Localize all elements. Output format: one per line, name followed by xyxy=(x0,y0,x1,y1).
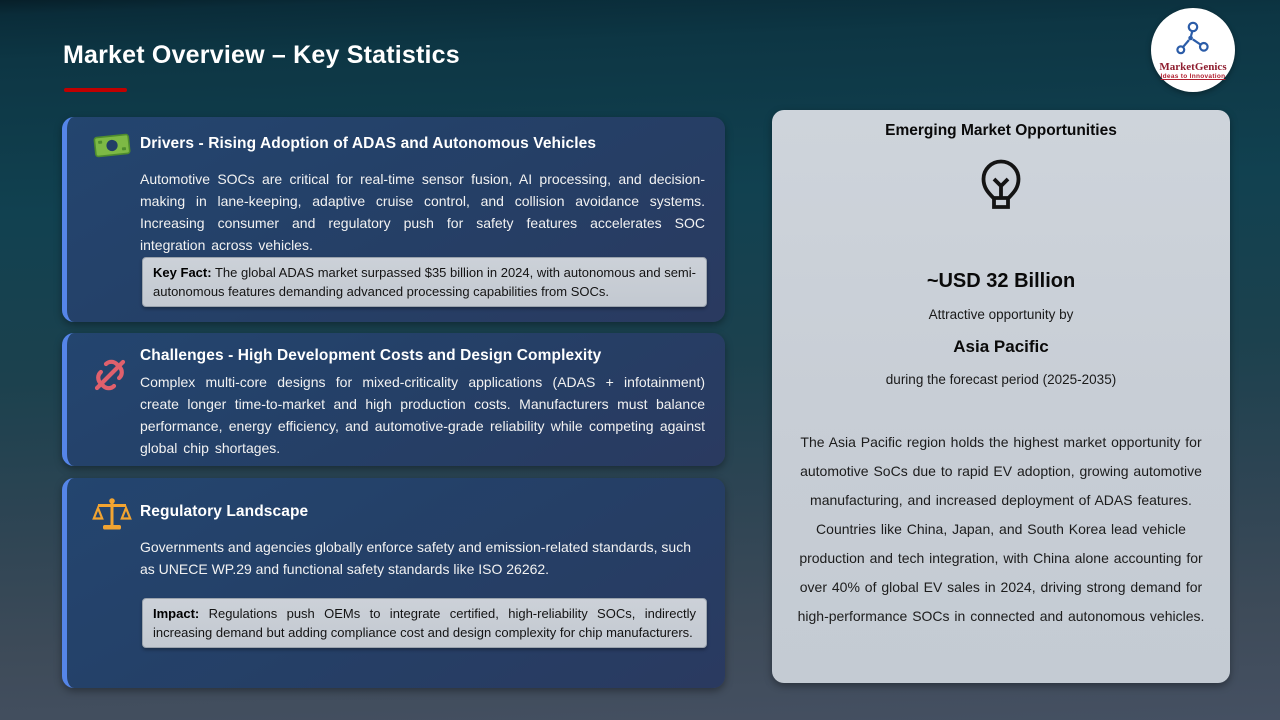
drivers-card xyxy=(62,117,725,322)
impact-box xyxy=(142,598,707,648)
card-body: Governments and agencies globally enforce safety and emission-related standards, such as UNECE WP.29 and functional safety standards like ISO 26262. xyxy=(140,539,691,577)
opportunity-subtitle: Attractive opportunity by xyxy=(928,307,1074,322)
card-title: Drivers - Rising Adoption of ADAS and Autonomous Vehicles xyxy=(140,135,597,152)
banknote-icon xyxy=(91,128,133,167)
logo-name: MarketGenics xyxy=(1159,60,1227,73)
opportunity-period: during the forecast period (2025-2035) xyxy=(885,372,1117,387)
card-title: Challenges - High Development Costs and Design Complexity xyxy=(140,347,602,364)
scale-icon xyxy=(92,495,132,540)
key-fact-box xyxy=(142,257,707,307)
regulatory-card xyxy=(62,478,725,688)
emerging-opportunities-panel xyxy=(772,110,1230,683)
card-body: Automotive SOCs are critical for real-time sensor fusion, AI processing, and decision-making in lane-keeping, adaptive cruise control, and collision avoidance systems. Increasing consumer and regulatory push for safety features accelerates SOC integration across vehicles. xyxy=(140,171,705,253)
card-title: Regulatory Landscape xyxy=(140,503,309,520)
card-body: Complex multi-core designs for mixed-criticality applications (ADAS + infotainment) create longer time-to-market and high production costs. Manufacturers must balance performance, energy efficiency, and automotive-grade reliability while competing against global chip shortages. xyxy=(140,374,705,456)
opportunity-value: ~USD 32 Billion xyxy=(926,270,1076,292)
opportunity-description: The Asia Pacific region holds the highest market opportunity for automotive SoCs due to rapid EV adoption, growing automotive manufacturing, and increased deployment of ADAS features. Countries like China, Japan, and South Korea lead vehicle production and tech integration, with China alone accounting for over 40% of global EV sales in 2024, driving strong demand for high-performance SOCs in connected and autonomous vehicles. xyxy=(797,434,1205,624)
company-logo xyxy=(1151,8,1235,92)
key-fact-text: The global ADAS market surpassed $35 billion in 2024, with autonomous and semi-autonomous features demanding advanced processing capabilities from SOCs. xyxy=(153,265,696,299)
impact-text: Regulations push OEMs to integrate certified, high-reliability SOCs, indirectly increasing demand but adding compliance cost and design complexity for chip manufacturers. xyxy=(153,606,696,640)
title-underline xyxy=(64,88,127,92)
challenges-card xyxy=(62,333,725,466)
broken-link-icon xyxy=(89,354,131,401)
logo-tagline: Ideas to Innovation xyxy=(1160,72,1226,80)
page-title: Market Overview – Key Statistics xyxy=(63,41,460,69)
key-fact-label: Key Fact: xyxy=(153,265,212,280)
molecule-network-icon xyxy=(1173,21,1213,60)
opportunity-region: Asia Pacific xyxy=(953,337,1049,356)
panel-header: Emerging Market Opportunities xyxy=(885,122,1117,139)
impact-label: Impact: xyxy=(153,606,200,621)
lightbulb-icon xyxy=(772,156,1230,216)
